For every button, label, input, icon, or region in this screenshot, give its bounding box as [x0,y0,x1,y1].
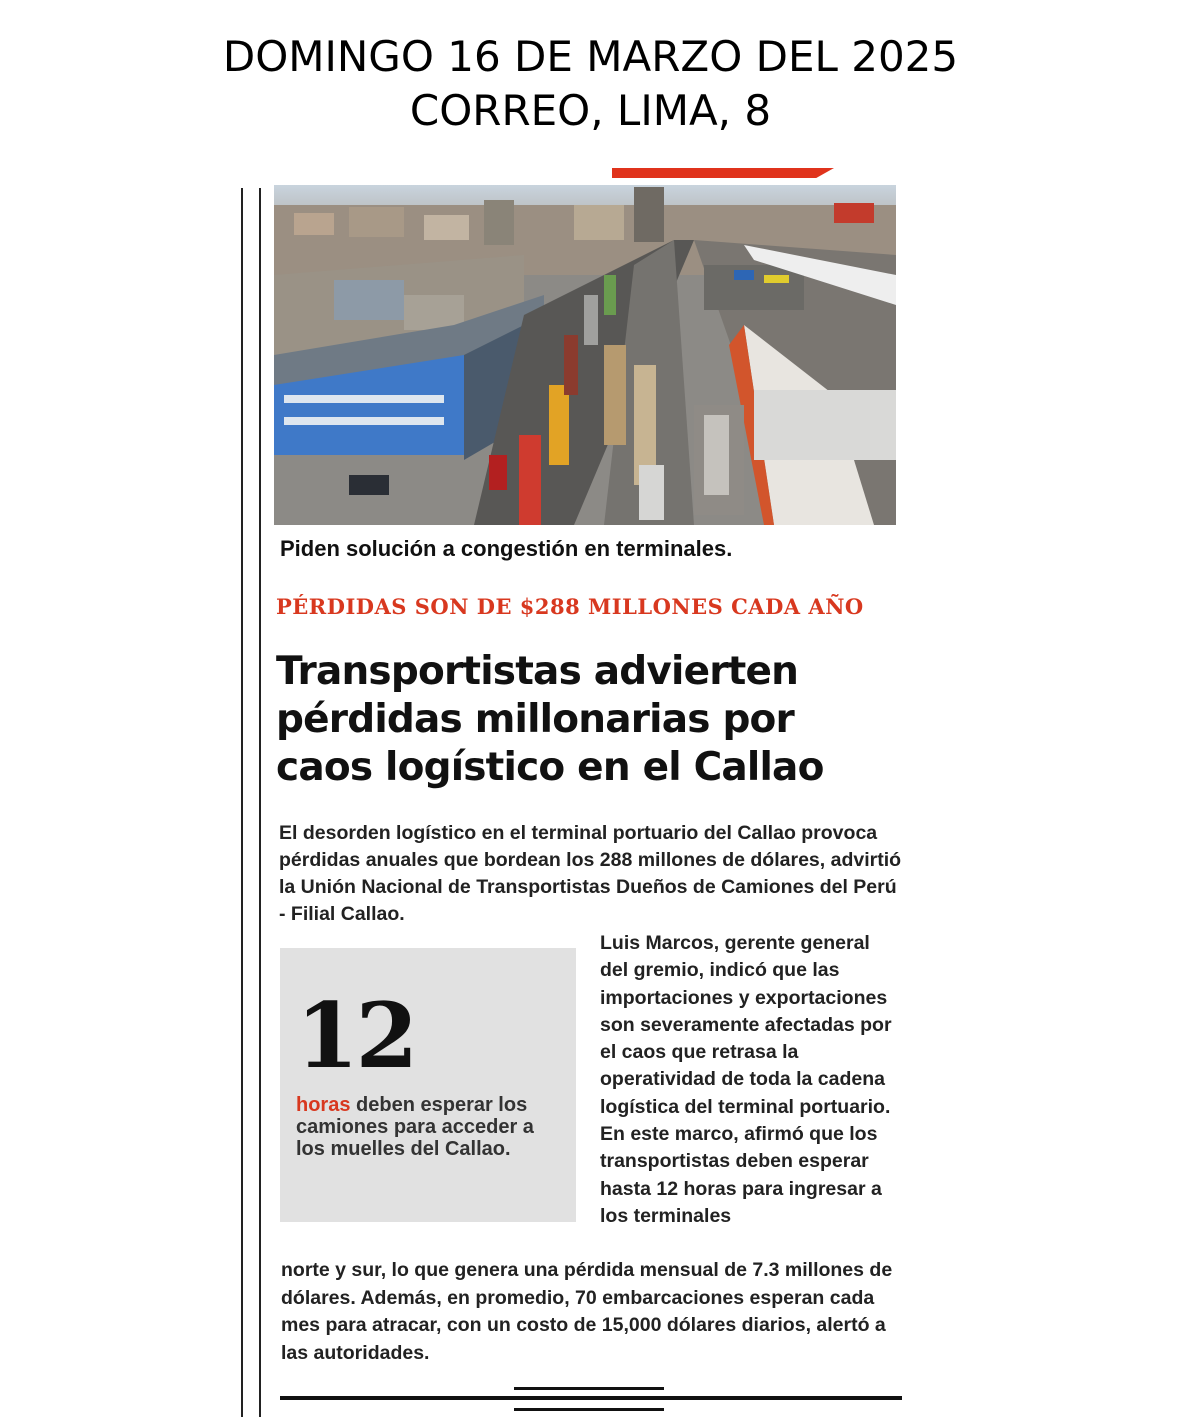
stat-text: deben esperar los camiones para acceder a los muelles del Callao. [296,1094,534,1160]
article-body-continued: norte y sur, lo que genera una pérdida mensual de 7.3 millones de dólares. Además, en promedio, 70 embarcaciones esperan cada mes para atracar, con un costo de 15,000 dólares diarios, alertó a las autoridades. [281,1259,893,1364]
footer-rule-short-bottom [514,1408,664,1411]
clipping-header [0,30,1181,138]
footer-rule [280,1396,902,1400]
stat-number: 12 [296,983,416,1089]
article-photo [274,185,896,525]
headline-line: Transportistas advierten [276,649,799,694]
header-source: CORREO, LIMA, 8 [409,86,772,135]
article-lede: El desorden logístico en el terminal portuario del Callao provoca pérdidas anuales que bordean los 288 millones de dólares, advirtió la Unión Nacional de Transportistas Dueños de Camiones del Perú - Filial Callao. [279,822,902,925]
footer-rule-short-top [514,1387,664,1390]
section-red-bar [612,168,834,178]
stat-highlight: horas [296,1094,351,1116]
photo-caption: Piden solución a congestión en terminales. [280,536,733,561]
headline-line: caos logístico en el Callao [276,745,824,790]
port-aerial-illustration [274,185,896,525]
article-body-column: Luis Marcos, gerente general del gremio, indicó que las importaciones y exportaciones son severamente afectadas por el caos que retrasa la operatividad de toda la cadena logística del terminal portuario. En este marco, afirmó que los transportistas deben esperar hasta 12 horas para ingresar a los terminales [600,932,892,1227]
header-date: DOMINGO 16 DE MARZO DEL 2025 [222,32,959,81]
column-rule-left [241,188,243,1417]
column-rule-right [259,188,261,1417]
headline-line: pérdidas millonarias por [276,697,794,742]
article-headline [276,648,896,792]
stat-description [296,1094,566,1160]
article-kicker: PÉRDIDAS SON DE $288 MILLONES CADA AÑO [276,594,864,619]
stat-callout [280,948,576,1222]
